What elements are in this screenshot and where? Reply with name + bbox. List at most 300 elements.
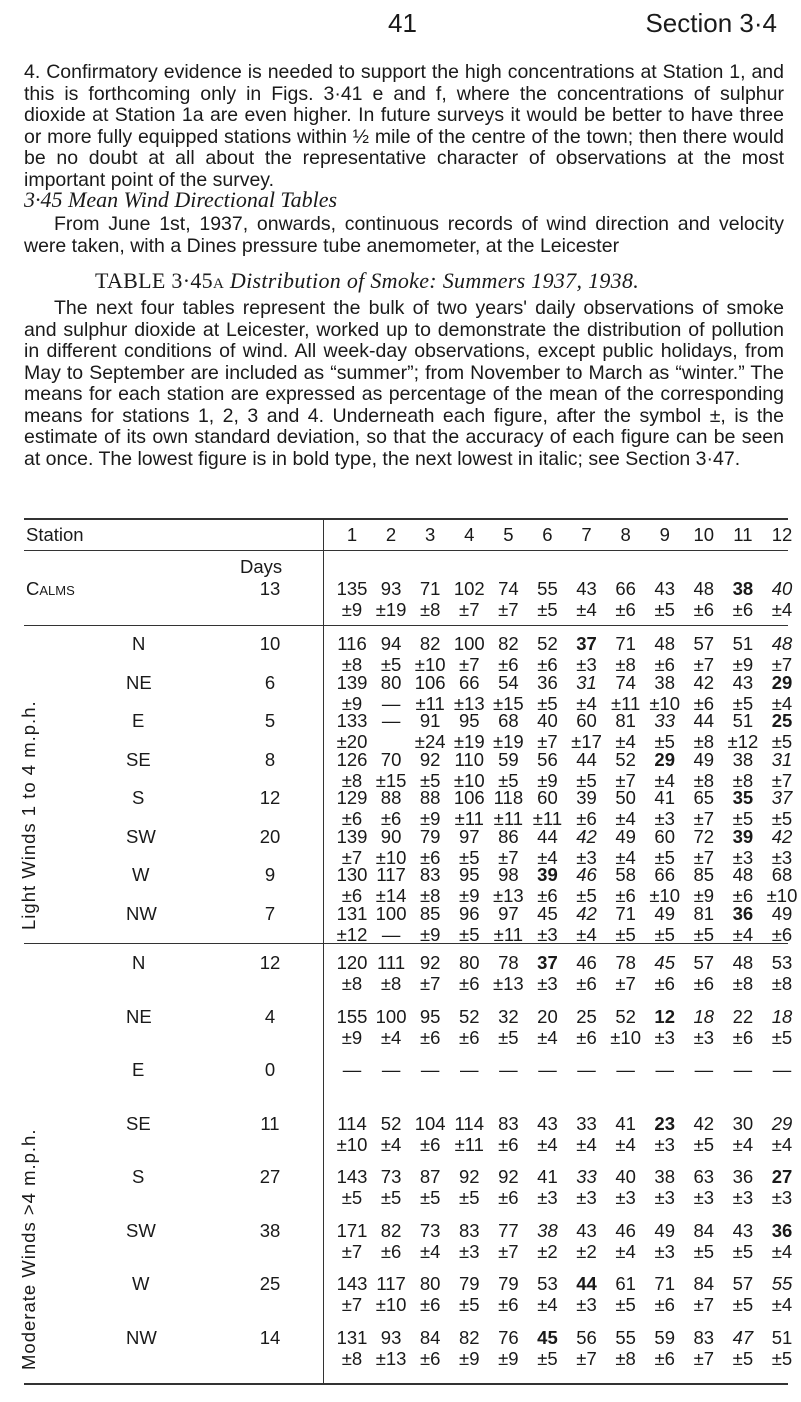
moderate-w-sd-4: ±5 <box>459 1294 480 1315</box>
moderate-se-value-6: 43 <box>537 1112 558 1134</box>
light-w-value-2: 117 <box>376 864 406 885</box>
light-nw-value-9: 49 <box>654 902 676 924</box>
light-e-sd-3: ±24 <box>414 731 446 752</box>
light-se-sd-6: ±9 <box>537 769 558 791</box>
light-nw-value-6: 45 <box>537 902 558 924</box>
moderate-sw-sd-9: ±3 <box>654 1240 675 1262</box>
light-sw-value-5: 86 <box>498 825 519 847</box>
page-number: 41 <box>388 8 417 38</box>
moderate-ne-sd-7: ±6 <box>576 1026 597 1048</box>
moderate-w-value-8: 61 <box>615 1273 636 1294</box>
calms-sd-9: ±5 <box>654 599 675 620</box>
moderate-s-sd-2: ±5 <box>380 1187 402 1208</box>
moderate-nw-value-8: 55 <box>615 1326 636 1348</box>
moderate-n-sd-12: ±8 <box>771 973 793 994</box>
table-rule-top <box>24 518 788 520</box>
moderate-w-sd-8: ±5 <box>615 1294 636 1315</box>
calms-value-5: 74 <box>498 578 519 599</box>
moderate-s-sd-7: ±3 <box>576 1187 597 1208</box>
moderate-nw-sd-3: ±6 <box>419 1347 441 1369</box>
light-w-value-4: 95 <box>458 864 480 885</box>
light-se-sd-7: ±5 <box>576 769 597 791</box>
table-number: TABLE 3·45a <box>95 268 225 293</box>
moderate-se-value-12: 29 <box>771 1112 793 1134</box>
light-nw-sd-6: ±3 <box>537 923 558 945</box>
calms-sd-7: ±4 <box>576 599 597 620</box>
light-ne-sd-2: — <box>381 692 401 714</box>
light-n-value-7: 37 <box>576 633 597 654</box>
moderate-n-sd-6: ±3 <box>537 973 558 994</box>
light-s-value-4: 106 <box>453 787 485 808</box>
table-rule-calms <box>24 625 788 626</box>
moderate-nw-value-12: 51 <box>771 1326 793 1348</box>
moderate-n-value-2: 111 <box>377 952 406 973</box>
station-number-2: 2 <box>385 524 397 545</box>
light-s-sd-5: ±11 <box>493 808 524 829</box>
days-header: Days <box>240 556 283 577</box>
light-ne-sd-12: ±4 <box>771 692 793 714</box>
light-s-value-12: 37 <box>771 787 793 808</box>
table-rule-bottom <box>24 1383 788 1385</box>
moderate-n-sd-4: ±6 <box>459 973 480 994</box>
moderate-w-value-10: 84 <box>693 1273 715 1294</box>
moderate-n-sd-1: ±8 <box>341 973 363 994</box>
light-ne-value-5: 54 <box>498 671 519 693</box>
moderate-n-sd-3: ±7 <box>419 973 441 994</box>
light-n-value-9: 48 <box>654 633 676 654</box>
moderate-sw-sd-2: ±6 <box>380 1240 402 1262</box>
light-nw-sd-8: ±5 <box>615 923 636 945</box>
calms-value-11: 38 <box>732 578 754 599</box>
moderate-s-sd-6: ±3 <box>537 1187 558 1208</box>
light-w-sd-7: ±5 <box>576 885 597 906</box>
moderate-se-value-10: 42 <box>693 1112 715 1134</box>
light-ne-sd-10: ±6 <box>693 692 715 714</box>
moderate-w-sd-1: ±7 <box>341 1294 363 1315</box>
light-w-sd-8: ±6 <box>615 885 636 906</box>
light-sw-value-7: 42 <box>576 825 597 847</box>
light-se-sd-5: ±5 <box>498 769 519 791</box>
moderate-n-value-4: 80 <box>458 952 480 973</box>
light-s-sd-11: ±5 <box>732 808 754 829</box>
moderate-w-value-2: 117 <box>376 1273 406 1294</box>
station-number-10: 10 <box>693 524 715 545</box>
moderate-nw-value-5: 76 <box>498 1326 519 1348</box>
moderate-w-sd-12: ±4 <box>771 1294 793 1315</box>
moderate-nw-value-6: 45 <box>537 1326 558 1348</box>
light-ne-direction: NE <box>126 671 152 693</box>
moderate-se-sd-3: ±6 <box>419 1133 441 1155</box>
moderate-e-direction: E <box>132 1059 145 1080</box>
moderate-winds-group-label: Moderate Winds >4 m.p.h. <box>18 1128 39 1370</box>
light-nw-sd-9: ±5 <box>654 923 675 945</box>
moderate-w-value-6: 53 <box>537 1273 558 1294</box>
light-n-value-1: 116 <box>337 633 367 654</box>
light-w-sd-1: ±6 <box>341 885 363 906</box>
moderate-sw-value-7: 43 <box>576 1219 597 1241</box>
moderate-ne-days: 4 <box>264 1005 276 1027</box>
light-s-sd-1: ±6 <box>341 808 363 829</box>
light-e-value-11: 51 <box>732 710 754 731</box>
light-n-value-12: 48 <box>771 633 793 654</box>
light-se-value-12: 31 <box>771 748 793 770</box>
light-sw-sd-1: ±7 <box>341 846 363 868</box>
moderate-se-sd-11: ±4 <box>732 1133 754 1155</box>
moderate-e-value-2: — <box>381 1059 401 1080</box>
light-sw-value-3: 79 <box>419 825 441 847</box>
moderate-nw-sd-2: ±13 <box>375 1347 407 1369</box>
light-sw-value-2: 90 <box>380 825 402 847</box>
light-nw-sd-3: ±9 <box>419 923 441 945</box>
moderate-se-sd-8: ±4 <box>615 1133 636 1155</box>
light-e-sd-10: ±8 <box>693 731 715 752</box>
light-sw-value-6: 44 <box>537 825 558 847</box>
light-n-value-8: 71 <box>615 633 636 654</box>
moderate-ne-value-7: 25 <box>576 1005 597 1027</box>
light-w-value-7: 46 <box>576 864 597 885</box>
light-n-sd-5: ±6 <box>498 654 519 675</box>
moderate-ne-direction: NE <box>126 1005 152 1027</box>
light-s-sd-10: ±7 <box>693 808 715 829</box>
light-s-value-2: 88 <box>380 787 402 808</box>
moderate-ne-value-2: 100 <box>375 1005 407 1027</box>
light-nw-sd-2: — <box>381 923 401 945</box>
moderate-w-value-4: 79 <box>458 1273 480 1294</box>
light-nw-sd-7: ±4 <box>576 923 597 945</box>
light-nw-sd-1: ±12 <box>336 923 368 945</box>
light-s-value-11: 35 <box>732 787 754 808</box>
moderate-ne-value-9: 12 <box>654 1005 676 1027</box>
moderate-se-value-8: 41 <box>615 1112 636 1134</box>
moderate-ne-value-1: 155 <box>336 1005 368 1027</box>
light-w-sd-12: ±10 <box>766 885 798 906</box>
light-e-direction: E <box>132 710 145 731</box>
light-w-value-5: 98 <box>498 864 519 885</box>
moderate-ne-value-8: 52 <box>615 1005 636 1027</box>
moderate-ne-value-12: 18 <box>771 1005 793 1027</box>
light-sw-sd-3: ±6 <box>419 846 441 868</box>
moderate-s-sd-4: ±5 <box>459 1187 480 1208</box>
light-nw-sd-11: ±4 <box>732 923 754 945</box>
light-sw-sd-9: ±5 <box>654 846 675 868</box>
light-se-value-2: 70 <box>380 748 402 770</box>
table-rule-header <box>24 550 788 551</box>
moderate-w-value-11: 57 <box>732 1273 754 1294</box>
calms-sd-10: ±6 <box>693 599 715 620</box>
light-s-sd-9: ±3 <box>654 808 675 829</box>
moderate-e-value-9: — <box>655 1059 674 1080</box>
light-e-sd-8: ±4 <box>615 731 636 752</box>
moderate-w-value-12: 55 <box>771 1273 793 1294</box>
moderate-nw-sd-7: ±7 <box>576 1347 597 1369</box>
light-n-value-5: 82 <box>498 633 519 654</box>
calms-sd-4: ±7 <box>459 599 480 620</box>
moderate-s-value-9: 38 <box>654 1166 676 1187</box>
moderate-sw-direction: SW <box>126 1219 156 1241</box>
moderate-ne-sd-12: ±5 <box>771 1026 793 1048</box>
moderate-nw-value-2: 93 <box>380 1326 402 1348</box>
light-nw-value-11: 36 <box>732 902 754 924</box>
light-s-sd-4: ±11 <box>454 808 484 829</box>
moderate-w-sd-11: ±5 <box>732 1294 754 1315</box>
moderate-nw-sd-4: ±9 <box>459 1347 480 1369</box>
light-s-value-9: 41 <box>654 787 676 808</box>
moderate-se-direction: SE <box>126 1112 151 1134</box>
moderate-s-sd-8: ±3 <box>615 1187 636 1208</box>
light-e-sd-4: ±19 <box>453 731 485 752</box>
light-n-sd-4: ±7 <box>459 654 480 675</box>
light-ne-value-7: 31 <box>576 671 597 693</box>
light-n-sd-2: ±5 <box>380 654 402 675</box>
light-nw-direction: NW <box>126 902 157 924</box>
moderate-n-days: 12 <box>259 952 281 973</box>
moderate-ne-sd-5: ±5 <box>498 1026 519 1048</box>
moderate-w-value-5: 79 <box>498 1273 519 1294</box>
light-w-sd-6: ±6 <box>537 885 558 906</box>
light-e-value-6: 40 <box>537 710 558 731</box>
moderate-se-sd-12: ±4 <box>771 1133 793 1155</box>
light-n-sd-1: ±8 <box>341 654 363 675</box>
light-nw-sd-12: ±6 <box>771 923 793 945</box>
light-nw-sd-4: ±5 <box>459 923 480 945</box>
light-ne-sd-9: ±10 <box>649 692 681 714</box>
light-sw-value-4: 97 <box>458 825 480 847</box>
light-sw-value-9: 60 <box>654 825 676 847</box>
light-sw-value-1: 139 <box>336 825 368 847</box>
moderate-ne-sd-10: ±3 <box>693 1026 715 1048</box>
light-e-sd-5: ±19 <box>492 731 524 752</box>
light-s-value-10: 65 <box>693 787 715 808</box>
light-n-sd-12: ±7 <box>771 654 793 675</box>
light-w-sd-9: ±10 <box>649 885 681 906</box>
light-w-days: 9 <box>264 864 276 885</box>
light-s-value-5: 118 <box>493 787 524 808</box>
light-w-sd-11: ±6 <box>732 885 754 906</box>
moderate-n-value-1: 120 <box>336 952 368 973</box>
moderate-se-value-5: 83 <box>498 1112 519 1134</box>
calms-value-12: 40 <box>771 578 793 599</box>
moderate-e-value-6: — <box>538 1059 557 1080</box>
light-e-value-12: 25 <box>771 710 793 731</box>
moderate-nw-value-4: 82 <box>458 1326 480 1348</box>
section-reference: Section 3·4 <box>645 8 777 38</box>
paragraph-4: 4. Confirmatory evidence is needed to support the high concentrations at Station 1, and this is forthcoming only in Figs. 3·41 e and f, where the concentrations of sulphur dioxide at Station 1a are even higher. In future surveys it would be better to have three or more fully equipped stations within ½ mile of the centre of the town; then there would be no doubt at all about the representative character of observations at the most important point of the survey. <box>24 61 784 191</box>
moderate-se-sd-9: ±3 <box>654 1133 675 1155</box>
moderate-n-sd-10: ±6 <box>693 973 715 994</box>
moderate-s-value-5: 92 <box>498 1166 519 1187</box>
moderate-se-sd-6: ±4 <box>537 1133 558 1155</box>
moderate-w-sd-9: ±6 <box>654 1294 675 1315</box>
moderate-n-sd-5: ±13 <box>492 973 524 994</box>
light-w-direction: W <box>132 864 150 885</box>
moderate-ne-sd-2: ±4 <box>380 1026 402 1048</box>
light-se-sd-1: ±8 <box>341 769 363 791</box>
moderate-se-value-1: 114 <box>337 1112 367 1134</box>
moderate-s-sd-3: ±5 <box>419 1187 441 1208</box>
moderate-sw-value-6: 38 <box>537 1219 558 1241</box>
light-nw-value-7: 42 <box>576 902 597 924</box>
moderate-s-sd-11: ±3 <box>732 1187 754 1208</box>
station-number-5: 5 <box>503 524 514 545</box>
light-n-direction: N <box>132 633 146 654</box>
calms-value-10: 48 <box>693 578 715 599</box>
moderate-w-sd-2: ±10 <box>375 1294 407 1315</box>
light-n-sd-9: ±6 <box>654 654 675 675</box>
light-s-sd-7: ±6 <box>576 808 597 829</box>
light-s-value-7: 39 <box>576 787 597 808</box>
light-se-sd-10: ±8 <box>693 769 715 791</box>
light-s-sd-3: ±9 <box>419 808 441 829</box>
moderate-s-value-11: 36 <box>732 1166 754 1187</box>
moderate-se-sd-1: ±10 <box>336 1133 368 1155</box>
moderate-ne-value-5: 32 <box>498 1005 519 1027</box>
moderate-nw-sd-12: ±5 <box>771 1347 793 1369</box>
moderate-n-value-6: 37 <box>537 952 558 973</box>
moderate-sw-sd-4: ±3 <box>459 1240 480 1262</box>
moderate-s-sd-9: ±3 <box>654 1187 675 1208</box>
moderate-se-sd-7: ±4 <box>576 1133 597 1155</box>
light-ne-sd-11: ±5 <box>732 692 754 714</box>
light-se-value-6: 56 <box>537 748 558 770</box>
light-se-value-7: 44 <box>576 748 597 770</box>
calms-sd-1: ±9 <box>341 599 363 620</box>
moderate-n-value-9: 45 <box>654 952 676 973</box>
moderate-se-value-11: 30 <box>732 1112 754 1134</box>
calms-label: Calms <box>26 578 75 599</box>
light-se-direction: SE <box>126 748 151 770</box>
moderate-n-value-5: 78 <box>498 952 519 973</box>
light-e-value-1: 133 <box>336 710 368 731</box>
calms-sd-6: ±5 <box>537 599 558 620</box>
calms-sd-11: ±6 <box>732 599 754 620</box>
moderate-ne-value-10: 18 <box>693 1005 715 1027</box>
moderate-w-sd-10: ±7 <box>693 1294 715 1315</box>
moderate-s-value-1: 143 <box>336 1166 368 1187</box>
light-n-value-11: 51 <box>732 633 754 654</box>
light-w-sd-10: ±9 <box>693 885 715 906</box>
light-sw-sd-5: ±7 <box>498 846 519 868</box>
moderate-ne-sd-11: ±6 <box>732 1026 754 1048</box>
light-ne-value-3: 106 <box>414 671 446 693</box>
light-w-value-6: 39 <box>537 864 558 885</box>
light-ne-value-11: 43 <box>732 671 754 693</box>
light-sw-sd-8: ±4 <box>615 846 636 868</box>
light-sw-sd-11: ±3 <box>732 846 754 868</box>
light-se-value-8: 52 <box>615 748 636 770</box>
moderate-se-value-4: 114 <box>454 1112 485 1134</box>
moderate-se-sd-4: ±11 <box>454 1133 484 1155</box>
light-n-sd-8: ±8 <box>615 654 636 675</box>
moderate-n-value-8: 78 <box>615 952 636 973</box>
moderate-sw-value-9: 49 <box>654 1219 676 1241</box>
light-n-value-2: 94 <box>380 633 402 654</box>
moderate-s-sd-5: ±6 <box>498 1187 519 1208</box>
light-ne-sd-5: ±15 <box>492 692 524 714</box>
light-sw-sd-12: ±3 <box>771 846 793 868</box>
table-rule-vertical <box>323 518 324 1384</box>
light-ne-value-4: 66 <box>458 671 480 693</box>
calms-value-7: 43 <box>576 578 597 599</box>
moderate-s-value-6: 41 <box>537 1166 558 1187</box>
moderate-sw-sd-5: ±7 <box>498 1240 519 1262</box>
moderate-ne-sd-8: ±10 <box>610 1026 641 1048</box>
light-ne-sd-6: ±5 <box>537 692 558 714</box>
moderate-se-value-3: 104 <box>414 1112 446 1134</box>
light-sw-value-10: 72 <box>693 825 715 847</box>
moderate-s-value-3: 87 <box>419 1166 441 1187</box>
light-sw-value-11: 39 <box>732 825 754 847</box>
moderate-ne-value-6: 20 <box>537 1005 558 1027</box>
moderate-ne-sd-9: ±3 <box>654 1026 675 1048</box>
moderate-w-sd-6: ±4 <box>537 1294 558 1315</box>
light-nw-value-12: 49 <box>771 902 793 924</box>
light-se-value-5: 59 <box>498 748 519 770</box>
moderate-ne-value-11: 22 <box>732 1005 754 1027</box>
moderate-n-sd-2: ±8 <box>380 973 402 994</box>
light-se-sd-2: ±15 <box>375 769 407 791</box>
calms-value-4: 102 <box>453 578 485 599</box>
moderate-ne-sd-1: ±9 <box>341 1026 363 1048</box>
moderate-sw-days: 38 <box>259 1219 281 1241</box>
light-e-sd-11: ±12 <box>727 731 759 752</box>
calms-sd-3: ±8 <box>419 599 441 620</box>
calms-days: 13 <box>259 578 281 599</box>
moderate-w-sd-5: ±6 <box>498 1294 519 1315</box>
moderate-e-value-7: — <box>577 1059 596 1080</box>
moderate-n-value-12: 53 <box>771 952 793 973</box>
calms-value-3: 71 <box>419 578 441 599</box>
light-e-value-7: 60 <box>576 710 597 731</box>
light-sw-sd-6: ±4 <box>537 846 558 868</box>
light-nw-value-3: 85 <box>419 902 441 924</box>
light-ne-sd-8: ±11 <box>610 692 641 714</box>
light-e-value-4: 95 <box>458 710 480 731</box>
moderate-sw-value-8: 46 <box>615 1219 636 1241</box>
moderate-sw-value-2: 82 <box>380 1219 402 1241</box>
light-se-sd-3: ±5 <box>419 769 441 791</box>
light-n-sd-3: ±10 <box>414 654 446 675</box>
moderate-nw-value-3: 84 <box>419 1326 441 1348</box>
moderate-sw-sd-10: ±5 <box>693 1240 715 1262</box>
moderate-sw-value-1: 171 <box>336 1219 368 1241</box>
light-n-value-6: 52 <box>537 633 558 654</box>
moderate-sw-sd-11: ±5 <box>732 1240 754 1262</box>
moderate-w-sd-3: ±6 <box>419 1294 441 1315</box>
light-sw-value-12: 42 <box>771 825 793 847</box>
moderate-s-days: 27 <box>259 1166 281 1187</box>
moderate-nw-value-7: 56 <box>576 1326 597 1348</box>
light-s-direction: S <box>132 787 145 808</box>
moderate-s-value-8: 40 <box>615 1166 636 1187</box>
light-se-value-11: 38 <box>732 748 754 770</box>
station-number-9: 9 <box>659 524 670 545</box>
section-heading: 3·45 Mean Wind Directional Tables <box>24 187 338 212</box>
light-se-value-10: 49 <box>693 748 715 770</box>
light-e-value-8: 81 <box>615 710 636 731</box>
moderate-nw-sd-1: ±8 <box>341 1347 363 1369</box>
moderate-w-value-9: 71 <box>654 1273 676 1294</box>
light-s-sd-6: ±11 <box>532 808 563 829</box>
moderate-w-sd-7: ±3 <box>576 1294 597 1315</box>
moderate-ne-value-4: 52 <box>458 1005 480 1027</box>
light-nw-value-4: 96 <box>458 902 480 924</box>
moderate-se-value-7: 33 <box>576 1112 597 1134</box>
light-e-sd-1: ±20 <box>336 731 368 752</box>
light-se-sd-4: ±10 <box>453 769 485 791</box>
light-se-value-9: 29 <box>654 748 676 770</box>
light-e-value-5: 68 <box>498 710 519 731</box>
light-e-value-2: — <box>381 710 401 731</box>
